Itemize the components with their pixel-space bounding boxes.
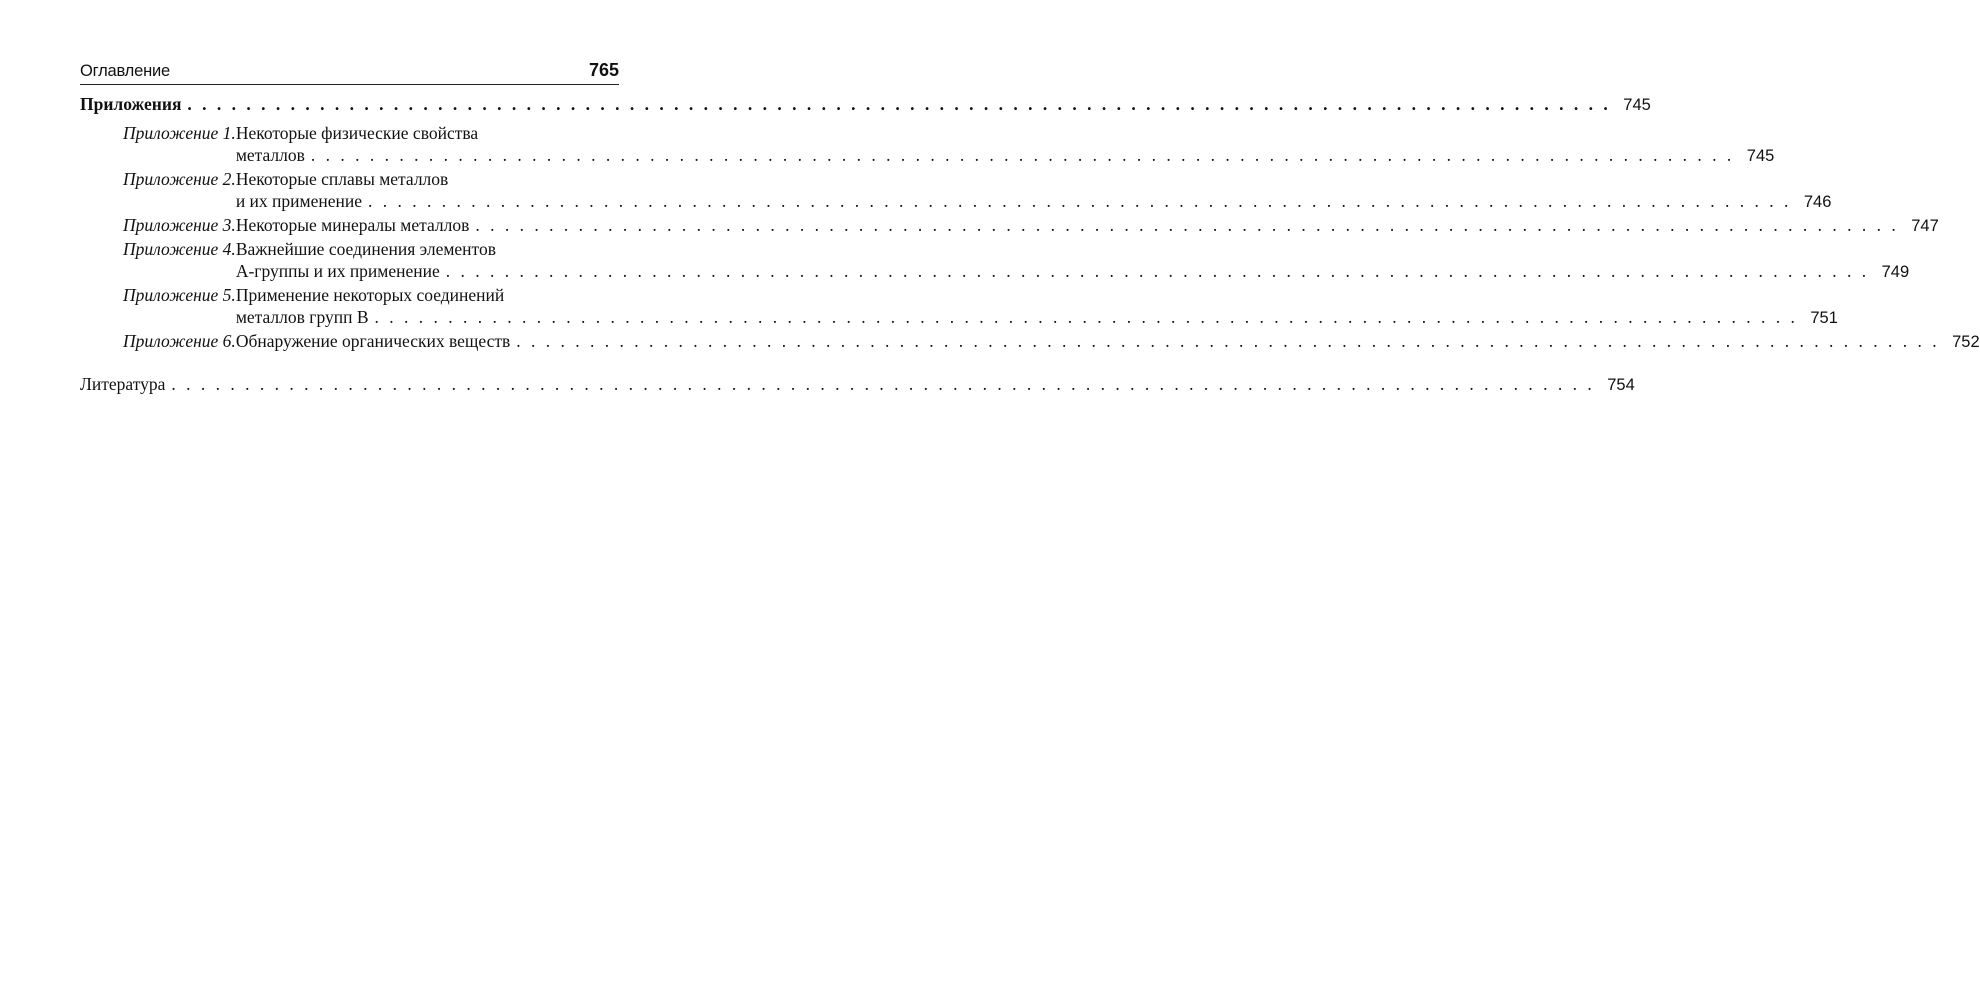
page-ref: 745 xyxy=(1623,96,1651,114)
appendix-title-line: Некоторые сплавы металлов xyxy=(235,169,449,189)
dot-leader xyxy=(516,330,1939,352)
appendix-title-line: металлов xyxy=(235,145,305,165)
appendix-label: Приложение 1. xyxy=(123,123,236,143)
section-title: Приложения xyxy=(80,94,182,114)
toc-appendix-1[interactable] xyxy=(80,122,1775,166)
header-page-number: 765 xyxy=(588,60,619,80)
appendix-title-line: Некоторые минералы металлов xyxy=(235,215,470,235)
appendix-title-line: Некоторые физические свойства xyxy=(235,123,479,143)
dot-leader xyxy=(446,260,1869,282)
toc-appendix-6[interactable] xyxy=(80,330,1980,352)
page-ref: 751 xyxy=(1810,309,1838,327)
toc-appendix-3[interactable] xyxy=(80,214,1939,236)
dot-leader xyxy=(375,306,1798,328)
page-ref: 745 xyxy=(1746,147,1775,165)
page-ref: 746 xyxy=(1803,193,1832,211)
appendix-label: Приложение 4. xyxy=(123,239,236,259)
literature-title: Литература xyxy=(80,374,166,394)
toc-appendix-2[interactable] xyxy=(80,168,1832,212)
appendix-title-line: и их применение xyxy=(235,191,362,211)
dot-leader xyxy=(368,190,1791,212)
page-ref: 754 xyxy=(1607,376,1635,394)
toc-literature[interactable] xyxy=(80,374,1635,396)
appendix-label: Приложение 5. xyxy=(123,285,236,305)
page-ref: 747 xyxy=(1911,217,1939,235)
appendix-label: Приложение 3. xyxy=(123,215,236,235)
toc-appendix-5[interactable] xyxy=(80,284,1838,328)
dot-leader xyxy=(311,144,1734,166)
appendix-title-line: металлов групп В xyxy=(235,307,369,327)
page-ref: 749 xyxy=(1881,263,1910,281)
table-of-contents xyxy=(80,94,1980,396)
toc-appendix-4[interactable] xyxy=(80,238,1910,282)
toc-section-appendices[interactable] xyxy=(80,94,1651,116)
appendix-title-line: Обнаружение органических веществ xyxy=(235,331,511,351)
appendix-title-line: А-группы и их применение xyxy=(235,261,440,281)
page-ref: 752 xyxy=(1952,333,1980,351)
appendix-label: Приложение 6. xyxy=(123,331,236,351)
dot-leader xyxy=(187,94,1610,115)
header-title: Оглавление xyxy=(80,62,170,80)
appendix-title-line: Важнейшие соединения элементов xyxy=(235,239,496,259)
appendix-title-line: Применение некоторых соединений xyxy=(235,285,505,305)
running-header xyxy=(80,58,619,85)
dot-leader xyxy=(171,374,1594,395)
dot-leader xyxy=(475,214,1898,236)
appendix-label: Приложение 2. xyxy=(123,169,236,189)
